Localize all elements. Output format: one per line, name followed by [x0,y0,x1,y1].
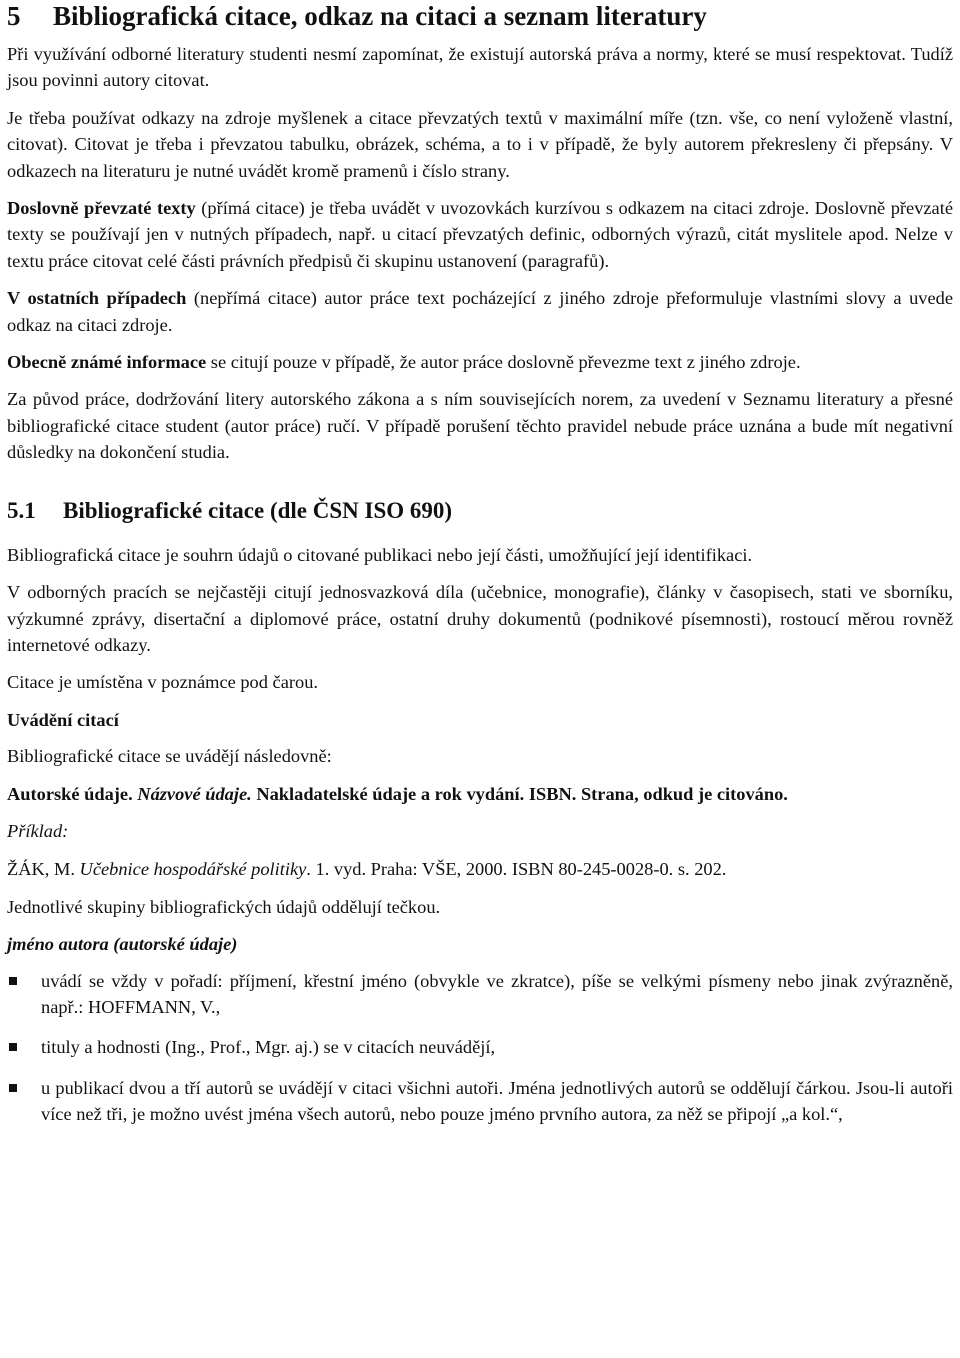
example-author: ŽÁK, M. [7,859,80,880]
citation-format [7,781,953,807]
section-number: 5.1 [7,497,36,523]
subheading-citations: Uvádění citací [7,709,119,730]
intro-paragraph-2: Je třeba používat odkazy na zdroje myšlenek a citace převzatých textů v maximální míře (tzn. vše, co není vyloženě vlastní, citovat). Citovat je třeba i převzatou tabulku, obrázek, schéma, a to i v případě, že byly autorem překresleny či přepsány. V odkazech na literaturu je nutné uvádět kromě pramenů i číslo strany. [7,107,953,181]
indirect-quote-text: (nepřímá citace) autor práce text pocházející z jiného zdroje přeformuluje vlastními slovy a uvede odkaz na citaci zdroje. [7,288,953,335]
author-subheading: jméno autora (autorské údaje) [7,934,238,955]
bullet-square-icon [9,977,17,985]
example-label: Příklad: [7,820,69,841]
bullet-square-icon [9,1084,17,1092]
chapter-title: Bibliografická citace, odkaz na citaci a seznam literatury [53,1,707,31]
section-heading [7,496,953,526]
intro-paragraph-4 [7,285,953,338]
direct-quote-text: (přímá citace) je třeba uvádět v uvozovkách kurzívou s odkazem na citaci zdroje. Doslovně převzaté texty se používají jen v nutných případech, např. u citací převzatých definic, odborných výrazů, citát myslitele apod. Nelze v textu práce citovat celé části právních předpisů či skupinu ustanovení (paragrafů). [7,198,953,271]
example-citation [7,856,953,882]
section-paragraph-3: Citace je umístěna v poznámce pod čarou. [7,672,318,693]
common-knowledge-term: Obecně známé informace [7,352,207,373]
format-rest: Nakladatelské údaje a rok vydání. ISBN. Strana, odkud je citováno. [256,783,788,804]
intro-paragraph-6: Za původ práce, dodržování litery autorského zákona a s ním souvisejících norem, za uvedení v Seznamu literatury a přesné bibliografické citace student (autor práce) ručí. V případě porušení těchto pravidel nebude práce uznána a bude mít negativní důsledky na dokončení studia. [7,389,953,463]
direct-quote-term: Doslovně převzaté texty [7,198,196,219]
intro-paragraph-5 [7,349,953,375]
format-authors: Autorské údaje. [7,783,133,804]
chapter-heading [7,0,953,32]
section-paragraph-2: V odborných pracích se nejčastěji citují jednosvazková díla (učebnice, monografie), články v časopisech, stati ve sborníku, výzkumné zprávy, disertační a diplomové práce, ostatní druhy dokumentů (podnikové písemnosti), rostoucí měrou rovněž internetové odkazy. [7,582,953,655]
list-item: tituly a hodnosti (Ing., Prof., Mgr. aj.) se v citacích neuvádějí, [7,1034,953,1060]
author-rules-list [7,968,953,1128]
section-title: Bibliografické citace (dle ČSN ISO 690) [63,497,453,523]
intro-paragraph-1: Při využívání odborné literatury studenti nesmí zapomínat, že existují autorská práva a normy, které se musí respektovat. Tudíž jsou povinni autory citovat. [7,44,953,91]
section-paragraph-1: Bibliografická citace je souhrn údajů o citované publikaci nebo její části, umožňující její identifikaci. [7,544,753,565]
format-title: Názvové údaje. [137,783,252,804]
bullet-square-icon [9,1043,17,1051]
example-rest: . 1. vyd. Praha: VŠE, 2000. ISBN 80-245-0028-0. s. 202. [306,859,727,880]
section-paragraph-4: Bibliografické citace se uvádějí následovně: [7,746,332,767]
intro-paragraph-3 [7,195,953,274]
indirect-quote-term: V ostatních případech [7,288,187,309]
example-title: Učebnice hospodářské politiky [79,859,307,880]
chapter-number: 5 [7,1,21,31]
list-item: uvádí se vždy v pořadí: příjmení, křestní jméno (obvykle ve zkratce), píše se velkými písmeny nebo jinak zvýrazněně, např.: HOFFMANN, V., [7,968,953,1021]
list-item: u publikací dvou a tří autorů se uvádějí v citaci všichni autoři. Jména jednotlivých autorů se oddělují čárkou. Jsou-li autoři více než tři, je možno uvést jména všech autorů, nebo pouze jméno prvního autora, za něž se připojí „a kol.“, [7,1075,953,1128]
section-paragraph-5: Jednotlivé skupiny bibliografických údajů oddělují tečkou. [7,896,441,917]
common-knowledge-text: se citují pouze v případě, že autor práce doslovně převezme text z jiného zdroje. [206,352,801,373]
